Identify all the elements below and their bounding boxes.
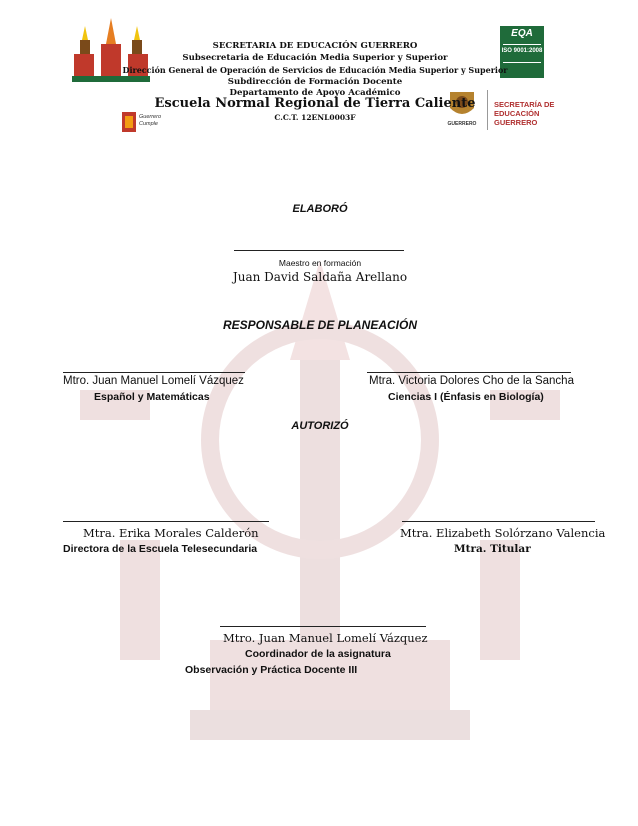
responsable-right-name: Mtra. Victoria Dolores Cho de la Sancha xyxy=(369,375,574,387)
header-line-4: Subdirección de Formación Docente xyxy=(227,77,403,87)
responsable-title: RESPONSABLE DE PLANEACIÓN xyxy=(222,318,418,332)
iso-text: ISO 9001:2008 xyxy=(501,48,543,54)
guerrero-seal-text: GUERRERO xyxy=(447,121,477,127)
eqa-text: EQA xyxy=(511,28,533,39)
header-line-1: SECRETARIA DE EDUCACIÓN GUERRERO xyxy=(212,41,418,51)
coordinador-name: Mtro. Juan Manuel Lomelí Vázquez xyxy=(223,631,428,645)
responsable-left-signature-line xyxy=(63,372,245,373)
elaboro-signature-line xyxy=(234,250,404,251)
header-line-5: Departamento de Apoyo Académico xyxy=(229,88,401,98)
autorizo-left-signature-line xyxy=(63,521,269,522)
autorizo-title: AUTORIZÓ xyxy=(291,420,349,432)
responsable-right-signature-line xyxy=(367,372,571,373)
elaboro-role: Maestro en formación xyxy=(278,258,362,268)
responsable-left-name: Mtro. Juan Manuel Lomelí Vázquez xyxy=(63,375,244,387)
coordinador-role: Coordinador de la asignatura xyxy=(245,648,391,660)
autorizo-left-role: Directora de la Escuela Telesecundaria xyxy=(63,543,258,555)
elaboro-title: ELABORÓ xyxy=(292,203,348,215)
school-name: Escuela Normal Regional de Tierra Caliente xyxy=(154,96,476,111)
header-line-3: Dirección General de Operación de Servicios de Educación Media Superior y Superior xyxy=(122,65,508,75)
coordinador-subject: Observación y Práctica Docente III xyxy=(185,664,358,676)
guerrero-cumple-text: Guerrero Cumple xyxy=(139,114,162,127)
autorizo-right-role: Mtra. Titular xyxy=(454,543,531,555)
header-divider xyxy=(487,90,488,130)
school-cct: C.C.T. 12ENL0003F xyxy=(274,113,356,122)
autorizo-right-signature-line xyxy=(402,521,595,522)
autorizo-left-name: Mtra. Erika Morales Calderón xyxy=(83,526,259,540)
elaboro-name: Juan David Saldaña Arellano xyxy=(232,270,408,284)
coordinador-signature-line xyxy=(220,626,426,627)
autorizo-right-name: Mtra. Elizabeth Solórzano Valencia xyxy=(400,526,606,540)
responsable-left-subject: Español y Matemáticas xyxy=(94,391,210,403)
secretaria-logo-line1: SECRETARÍA DE xyxy=(494,100,555,109)
secretaria-logo-line2: EDUCACIÓN GUERRERO xyxy=(494,109,540,127)
secretaria-educacion-logo xyxy=(494,100,584,127)
responsable-right-subject: Ciencias I (Énfasis en Biología) xyxy=(388,391,544,403)
header-line-2: Subsecretaria de Educación Media Superior y Superior xyxy=(182,53,448,63)
